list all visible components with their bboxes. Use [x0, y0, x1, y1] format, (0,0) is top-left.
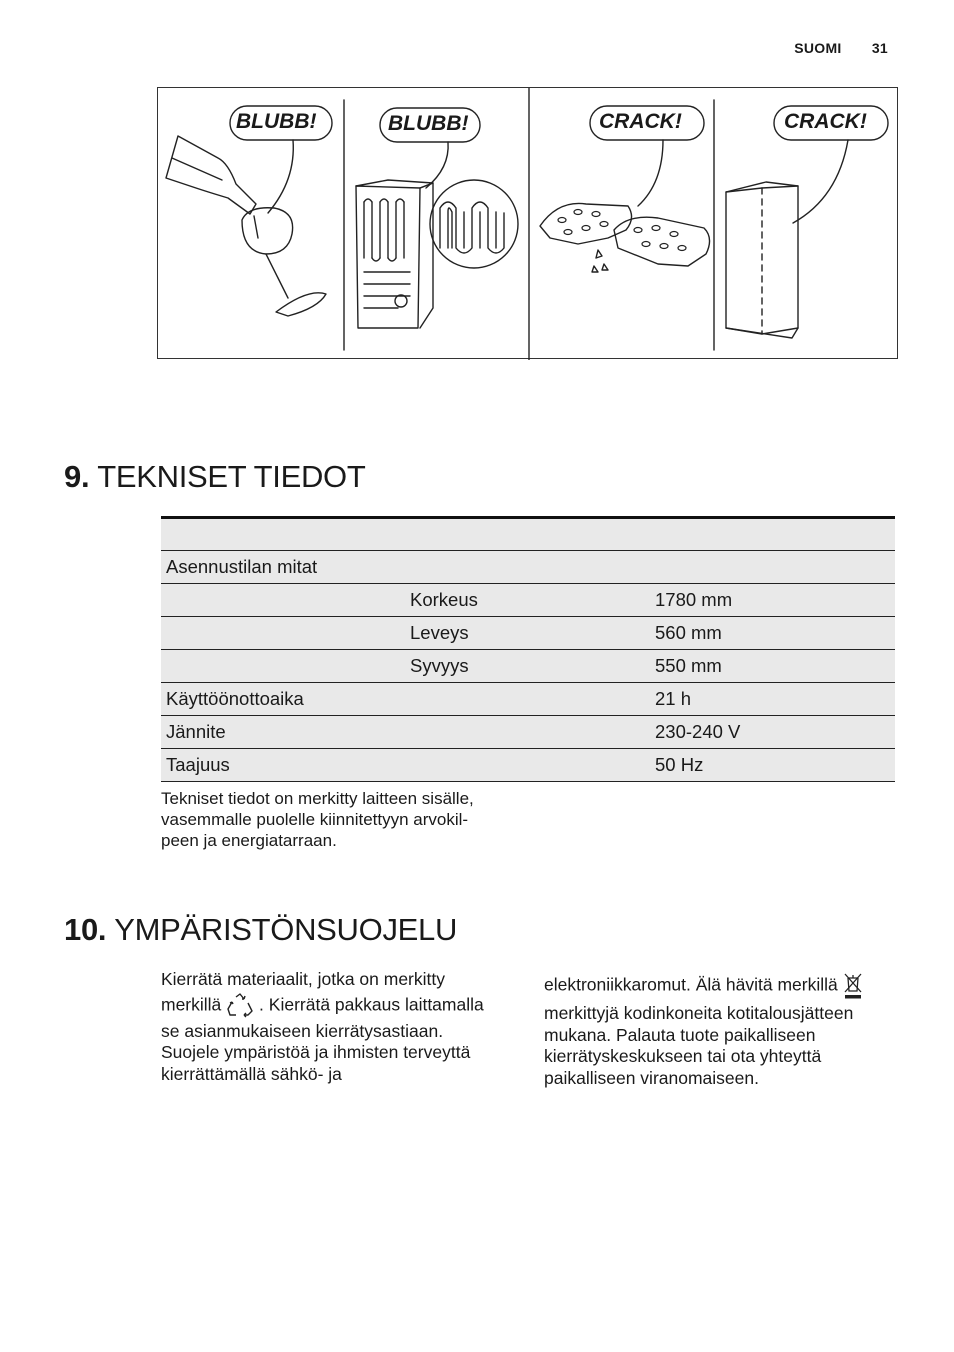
note-line: vasemmalle puolelle kiinnitettyyn arvokil- — [161, 810, 469, 829]
text-line — [161, 993, 521, 1019]
text-fragment: merkillä — [161, 994, 222, 1015]
section-number: 9. — [64, 459, 90, 494]
row-value: 560 mm — [650, 617, 895, 650]
text-line: Kierrätä materiaalit, jotka on merkitty — [161, 969, 445, 989]
row-label: Taajuus — [161, 749, 405, 782]
environment-text-left — [161, 969, 521, 1085]
section-heading-10 — [64, 912, 457, 948]
row-label — [161, 650, 405, 683]
page-header — [794, 40, 888, 56]
table-row — [161, 683, 895, 716]
technical-note — [161, 788, 521, 851]
row-sublabel — [405, 716, 650, 749]
text-line: kierrätyskeskukseen tai ota yhteyttä — [544, 1046, 822, 1066]
row-sublabel — [405, 683, 650, 716]
table-row — [161, 749, 895, 782]
table-row — [161, 551, 895, 584]
noise-illustration — [157, 87, 898, 359]
table-row — [161, 716, 895, 749]
language-label: SUOMI — [794, 40, 842, 56]
row-sublabel: Leveys — [405, 617, 650, 650]
text-fragment: . Kierrätä pakkaus laittamalla — [259, 994, 484, 1015]
section-title: YMPÄRISTÖNSUOJELU — [114, 912, 458, 947]
section-title: TEKNISET TIEDOT — [97, 459, 366, 494]
table-header-row — [161, 518, 895, 551]
row-label: Käyttöönottoaika — [161, 683, 405, 716]
text-fragment: elektroniikkaromut. Älä hävitä merkillä — [544, 974, 838, 995]
bubble-label: BLUBB! — [236, 110, 317, 133]
text-line: kierrättämällä sähkö- ja — [161, 1063, 342, 1084]
row-sublabel: Korkeus — [405, 584, 650, 617]
row-value: 550 mm — [650, 650, 895, 683]
row-sublabel: Syvyys — [405, 650, 650, 683]
text-line: se asianmukaiseen kierrätysastiaan. — [161, 1020, 444, 1041]
crossed-bin-icon — [843, 972, 863, 1000]
text-line — [544, 972, 904, 1000]
row-value: 21 h — [650, 683, 895, 716]
section-number: 10. — [64, 912, 107, 947]
table-row — [161, 584, 895, 617]
text-line: paikalliseen viranomaiseen. — [544, 1067, 759, 1088]
table-row — [161, 617, 895, 650]
row-label — [161, 584, 405, 617]
bubble-label: CRACK! — [599, 110, 682, 133]
bubble-label: BLUBB! — [388, 112, 469, 135]
row-sublabel — [405, 749, 650, 782]
table-row — [161, 650, 895, 683]
text-line: Suojele ympäristöä ja ihmisten terveyttä — [161, 1042, 471, 1062]
section-heading-9 — [64, 459, 366, 495]
row-value: 1780 mm — [650, 584, 895, 617]
page-number: 31 — [871, 40, 888, 56]
note-line: Tekniset tiedot on merkitty laitteen sisälle, — [161, 789, 474, 808]
recycle-icon — [226, 993, 254, 1019]
row-value: 50 Hz — [650, 749, 895, 782]
technical-data-table — [161, 516, 895, 782]
row-value: 230-240 V — [650, 716, 895, 749]
note-line: peen ja energiatarraan. — [161, 831, 337, 850]
text-line: mukana. Palauta tuote paikalliseen — [544, 1024, 816, 1045]
group-label: Asennustilan mitat — [161, 551, 895, 584]
row-label: Jännite — [161, 716, 405, 749]
environment-text-right — [544, 972, 904, 1089]
text-line: merkittyjä kodinkoneita kotitalousjätteen — [544, 1003, 854, 1023]
bubble-label: CRACK! — [784, 110, 867, 133]
row-label — [161, 617, 405, 650]
